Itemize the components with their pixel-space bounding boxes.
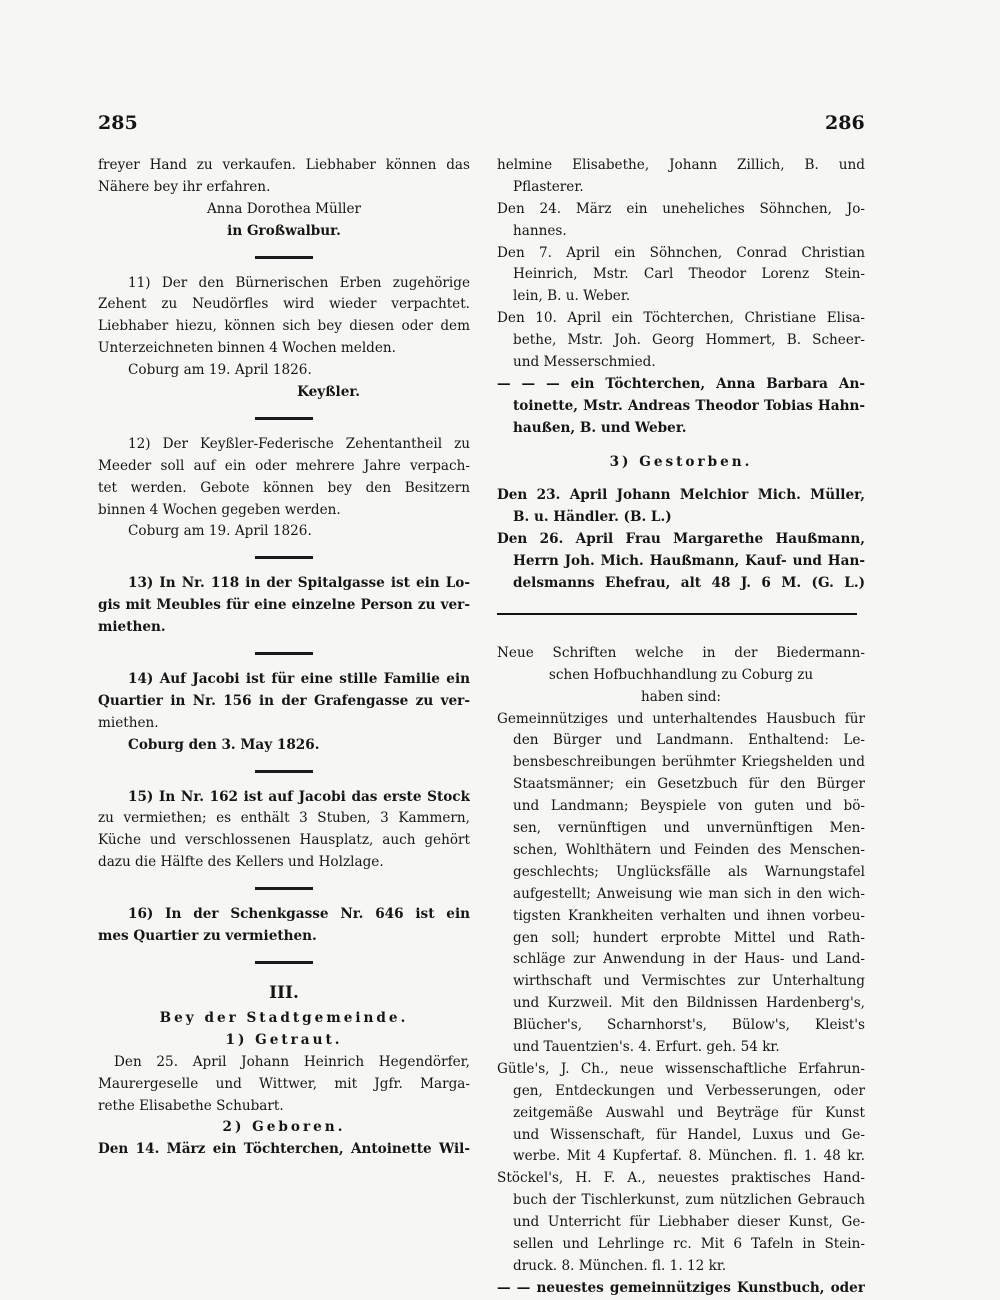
text-line: helmine Elisabethe, Johann Zillich, B. und: [497, 157, 865, 173]
separator-dash: [255, 417, 313, 420]
text-line: Meeder soll auf ein oder mehrere Jahre verpach-: [98, 457, 470, 474]
section-title: Bey der Stadtgemeinde.: [159, 1009, 409, 1026]
text-line: und Tauentzien's. 4. Erfurt. geh. 54 kr.: [513, 1038, 780, 1055]
separator-dash: [255, 256, 313, 259]
separator-dash: [255, 770, 313, 773]
text-line: Unterzeichneten binnen 4 Wochen melden.: [98, 340, 397, 357]
entry-line: — — — ein Töchterchen, Anna Barbara An-: [497, 375, 865, 392]
books-heading: schen Hofbuchhandlung zu Coburg zu: [548, 666, 814, 683]
signature: Keyßler.: [297, 384, 360, 401]
text-line: mes Quartier zu vermiethen.: [98, 928, 317, 945]
books-heading: haben sind:: [640, 688, 722, 705]
signature: Anna Dorothea Müller: [206, 200, 362, 217]
text-line: bensbeschreibungen berühmter Kriegshelden und: [513, 754, 865, 771]
subsection-heading: 3) Gestorben.: [609, 453, 753, 470]
text-line: binnen 4 Wochen gegeben werden.: [98, 501, 341, 518]
books-heading: Neue Schriften welche in der Biedermann-: [497, 644, 865, 661]
subsection-heading: 1) Getraut.: [225, 1031, 343, 1048]
text-line: Liebhaber hiezu, können sich bey diesen oder dem: [98, 318, 470, 335]
text-line: werbe. Mit 4 Kupfertaf. 8. München. fl. 1. 48 kr.: [513, 1148, 865, 1165]
text-line: haußen, B. und Weber.: [513, 419, 687, 436]
page-number-right: 286: [825, 112, 865, 134]
text-line: schläge zur Anwendung in der Haus- und Land-: [513, 951, 865, 968]
text-line: aufgestellt; Anweisung wie man sich in den wich-: [513, 885, 865, 902]
notice-15: 15) In Nr. 162 ist auf Jacobi das erste Stock: [128, 788, 470, 805]
notice-13: 13) In Nr. 118 in der Spitalgasse ist ein Lo-: [128, 575, 470, 592]
text-line: druck. 8. München. fl. 1. 12 kr.: [513, 1257, 727, 1274]
text-line: sen, vernünftigen und unvernünftigen Men-: [513, 820, 865, 837]
text-line: Heinrich, Mstr. Carl Theodor Lorenz Stein-: [513, 266, 865, 283]
text-line: Küche und verschlossenen Hausplatz, auch gehört: [98, 832, 470, 849]
text-line: tet werden. Gebote können bey den Besitzern: [98, 479, 470, 496]
notice-12: 12) Der Keyßler-Federische Zehentantheil zu: [128, 435, 470, 452]
text-line: Staatsmänner; ein Gesetzbuch für den Bürger: [513, 776, 865, 793]
book-entry: Gütle's, J. Ch., neue wissenschaftliche Erfahrun-: [497, 1060, 865, 1077]
notice-16: 16) In der Schenkgasse Nr. 646 ist ein: [128, 906, 470, 923]
text-line: freyer Hand zu verkaufen. Liebhaber können das: [98, 157, 470, 173]
text-line: Pflasterer.: [513, 178, 584, 195]
book-entry: Stöckel's, H. F. A., neuestes praktisches Hand-: [497, 1170, 865, 1187]
text-line: zu vermiethen; es enthält 3 Stuben, 3 Kammern,: [98, 810, 470, 827]
text-line: miethen.: [98, 619, 166, 636]
separator-dash: [255, 961, 313, 964]
signature-place: in Großwalbur.: [227, 222, 341, 239]
right-column: [497, 155, 865, 1300]
text-line: und Messerschmied.: [513, 354, 656, 371]
left-column: [98, 155, 470, 1161]
book-entry: Gemeinnütziges und unterhaltendes Hausbuch für: [497, 710, 865, 727]
text-line: hannes.: [513, 222, 567, 239]
notice-14: 14) Auf Jacobi ist für eine stille Familie ein: [128, 671, 470, 688]
page-number-left: 285: [98, 112, 138, 134]
text-line: und Unterricht für Liebhaber dieser Kunst, Ge-: [513, 1214, 865, 1231]
entry-line: Den 26. April Frau Margarethe Haußmann,: [497, 531, 865, 548]
text-line: tigsten Krankheiten verhalten und ihnen vorbeu-: [513, 907, 865, 924]
text-line: sellen und Lehrlinge rc. Mit 6 Tafeln in Stein-: [513, 1235, 865, 1252]
text-line: rethe Elisabethe Schubart.: [98, 1097, 284, 1114]
entry-line: Den 10. April ein Töchterchen, Christiane Elisa-: [497, 310, 865, 327]
text-line: buch der Tischlerkunst, zum nützlichen Gebrauch: [513, 1192, 865, 1209]
entry-line: Den 7. April ein Söhnchen, Conrad Christian: [497, 244, 865, 261]
date-line: Coburg am 19. April 1826.: [128, 362, 312, 379]
text-line: delsmanns Ehefrau, alt 48 J. 6 M. (G. L.): [513, 575, 865, 592]
entry-line: Den 25. April Johann Heinrich Hegendörfer,: [114, 1053, 470, 1070]
entry-line: Den 14. März ein Töchterchen, Antoinette Wil-: [98, 1141, 470, 1158]
text-line: lein, B. u. Weber.: [513, 288, 631, 305]
separator-dash: [255, 652, 313, 655]
text-line: Blücher's, Scharnhorst's, Bülow's, Kleist's: [513, 1017, 865, 1034]
text-line: gen, Entdeckungen und Verbesserungen, oder: [513, 1082, 865, 1099]
text-line: wirthschaft und Vermischtes zur Unterhaltung: [513, 973, 865, 990]
text-line: bethe, Mstr. Joh. Georg Hommert, B. Scheer-: [513, 332, 865, 349]
section-numeral: III.: [269, 982, 299, 1003]
subsection-heading: 2) Geboren.: [222, 1119, 346, 1136]
text-line: Maurergeselle und Wittwer, mit Jgfr. Marga-: [98, 1075, 470, 1092]
entry-line: Den 24. März ein uneheliches Söhnchen, Jo-: [497, 200, 865, 217]
entry-line: Den 23. April Johann Melchior Mich. Müller,: [497, 487, 865, 504]
text-line: B. u. Händler. (B. L.): [513, 509, 672, 526]
separator-dash: [255, 556, 313, 559]
text-line: toinette, Mstr. Andreas Theodor Tobias Hahn-: [513, 397, 865, 414]
text-line: gis mit Meubles für eine einzelne Person zu ver-: [98, 597, 470, 614]
text-line: und Kurzweil. Mit den Bildnissen Hardenberg's,: [513, 995, 865, 1012]
date-line: Coburg den 3. May 1826.: [128, 736, 320, 753]
text-line: schen, Wohlthätern und Feinden des Menschen-: [513, 841, 865, 858]
text-line: Zehent zu Neudörfles wird wieder verpachtet.: [98, 296, 470, 313]
text-line: und Landmann; Beyspiele von guten und bö-: [513, 798, 865, 815]
text-line: zeitgemäße Auswahl und Beyträge für Kunst: [513, 1104, 865, 1121]
notice-11: 11) Der den Bürnerischen Erben zugehörige: [128, 274, 470, 291]
text-line: Quartier in Nr. 156 in der Grafengasse zu ver-: [98, 692, 470, 709]
text-line: und Wissenschaft, für Handel, Luxus und Ge-: [513, 1126, 865, 1143]
text-line: miethen.: [98, 714, 159, 731]
text-line: dazu die Hälfte des Kellers und Holzlage.: [98, 854, 384, 871]
text-line: Herrn Joh. Mich. Haußmann, Kauf- und Han-: [513, 553, 865, 570]
text-line: den Bürger und Landmann. Enthaltend: Le-: [513, 732, 865, 749]
text-line: geschlechts; Unglücksfälle als Warnungstafel: [513, 863, 865, 880]
book-entry: — — neuestes gemeinnütziges Kunstbuch, oder: [497, 1279, 865, 1296]
text-line: gen soll; hundert erprobte Mittel und Rath-: [513, 929, 865, 946]
date-line: Coburg am 19. April 1826.: [128, 523, 312, 540]
column-rule: [497, 613, 857, 615]
separator-dash: [255, 887, 313, 890]
text-line: Nähere bey ihr erfahren.: [98, 178, 271, 195]
